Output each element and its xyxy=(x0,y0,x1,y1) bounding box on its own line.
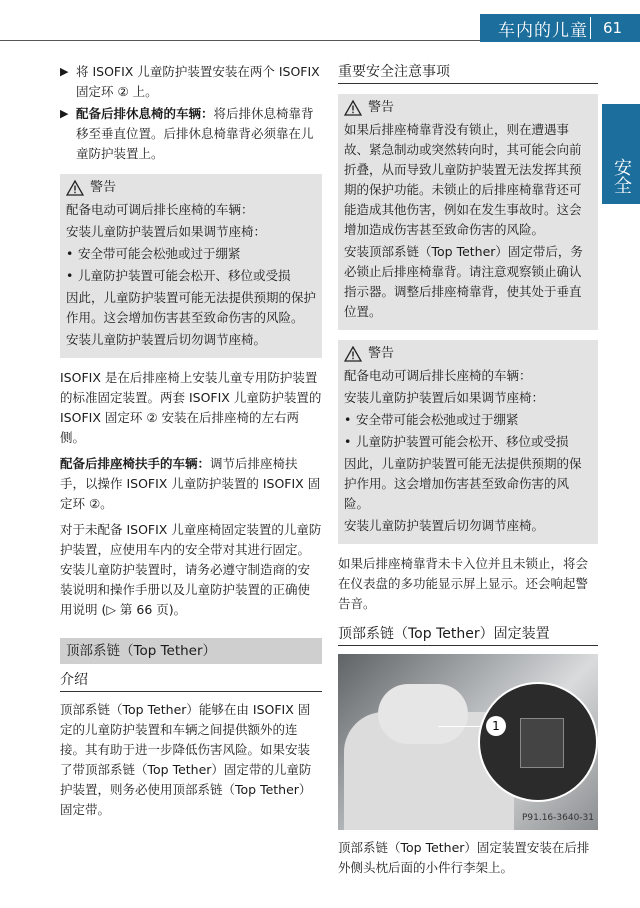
paragraph: ISOFIX 是在后排座椅上安装儿童专用防护装置的标准固定装置。两套 ISOFIX 儿童防护装置的 ISOFIX 固定环 ② 安装在后排座椅的左右两侧。 xyxy=(60,370,322,445)
warning-header xyxy=(66,178,316,198)
warning-text: 安装儿童防护装置后如果调节座椅： xyxy=(344,390,545,405)
warning-text: 安装儿童防护装置后切勿调节座椅。 xyxy=(344,518,545,533)
detail-magnifier xyxy=(478,682,598,802)
top-tether-photo xyxy=(338,654,598,830)
section-heading: 重要安全注意事项 xyxy=(338,62,598,84)
step-1-text: 将 ISOFIX 儿童防护装置安装在两个 ISOFIX 固定环 ② 上。 xyxy=(76,64,320,99)
tether-anchor-detail xyxy=(520,718,564,768)
left-column xyxy=(60,62,322,826)
warning-header xyxy=(344,344,592,364)
arrow-right-icon: ▶ xyxy=(60,107,69,120)
step-2-bold: 配备后排休息椅的车辆： xyxy=(76,106,214,121)
chapter-title: 车内的儿童 xyxy=(498,20,588,41)
warning-box xyxy=(338,340,598,544)
warning-title: 警告 xyxy=(368,100,395,115)
warning-bullet: • 安全带可能会松弛或过于绷紧 xyxy=(66,246,241,261)
warning-header xyxy=(344,98,592,118)
warning-text: 因此，儿童防护装置可能无法提供预期的保护作用。这会增加伤害甚至致命伤害的风险。 xyxy=(344,456,582,511)
photo-code: P91.16-3640-31 xyxy=(521,813,594,823)
warning-text: 因此，儿童防护装置可能无法提供预期的保护作用。这会增加伤害甚至致命伤害的风险。 xyxy=(66,290,317,325)
warning-text: 配备电动可调后排长座椅的车辆： xyxy=(344,368,532,383)
header-rule xyxy=(0,40,500,41)
section-heading: 顶部系链（Top Tether）固定装置 xyxy=(338,624,598,646)
warning-triangle-icon xyxy=(344,346,362,362)
warning-bullet: • 儿童防护装置可能会松开、移位或受损 xyxy=(66,268,291,283)
warning-box xyxy=(338,94,598,330)
header-box xyxy=(480,14,640,42)
section-bar: 顶部系链（Top Tether） xyxy=(60,638,322,664)
warning-triangle-icon xyxy=(344,100,362,116)
paragraph: 对于未配备 ISOFIX 儿童座椅固定装置的儿童防护装置，应使用车内的安全带对其进行固定。安装儿童防护装置时，请务必遵守制造商的安装说明和操作手册以及儿童防护装置的正确使用说明 (▷ 第 66 页)。 xyxy=(60,522,322,617)
warning-title: 警告 xyxy=(90,180,117,195)
warning-box xyxy=(60,174,322,358)
warning-text: 安装儿童防护装置后切勿调节座椅。 xyxy=(66,332,267,347)
warning-text: 安装儿童防护装置后如果调节座椅： xyxy=(66,224,267,239)
warning-bullet: • 安全带可能会松弛或过于绷紧 xyxy=(344,412,519,427)
right-column xyxy=(338,62,598,884)
warning-bullet: • 儿童防护装置可能会松开、移位或受损 xyxy=(344,434,569,449)
subheading: 介绍 xyxy=(60,670,322,692)
side-tab-label: 安全 xyxy=(611,158,632,194)
arrow-right-icon: ▶ xyxy=(60,65,69,78)
warning-text: 如果后排座椅靠背没有锁止，则在遭遇事故、紧急制动或突然转向时，其可能会向前折叠，从而导致儿童防护装置无法发挥其预期的保护功能。未锁止的后排座椅靠背还可能造成其他伤害，例如在发生事故时。这会增加造成伤害甚至致命伤害的风险。 xyxy=(344,122,582,237)
callout-number: 1 xyxy=(486,716,506,736)
page-header xyxy=(0,14,640,42)
warning-text: 配备电动可调后排长座椅的车辆： xyxy=(66,202,254,217)
photo-caption: 顶部系链（Top Tether）固定装置安装在后排外侧头枕后面的小件行李架上。 xyxy=(338,840,590,875)
step-1 xyxy=(60,62,322,102)
headrest-shape xyxy=(378,684,468,744)
paragraph: 顶部系链（Top Tether）能够在由 ISOFIX 固定的儿童防护装置和车辆之间提供额外的连接。其有助于进一步降低伤害风险。如果安装了带顶部系链（Top Tether）固定带的儿童防护装置，则务必使用顶部系链（Top Tether）固定带。 xyxy=(60,702,312,817)
page-number: 61 xyxy=(603,19,623,37)
warning-title: 警告 xyxy=(368,346,395,361)
warning-triangle-icon xyxy=(66,180,84,196)
paragraph: 配备后排座椅扶手的车辆：调节后排座椅扶手，以操作 ISOFIX 儿童防护装置的 ISOFIX 固定环 ②。 xyxy=(60,456,321,511)
step-2-text: 将后排休息椅靠背移至垂直位置。后排休息椅靠背必须靠在儿童防护装置上。 xyxy=(76,106,314,161)
warning-text: 安装顶部系链（Top Tether）固定带后，务必锁止后排座椅靠背。请注意观察锁止确认指示器。调整后排座椅靠背，使其处于垂直位置。 xyxy=(344,244,583,319)
step-2 xyxy=(60,104,322,164)
paragraph: 如果后排座椅靠背未卡入位并且未锁止，将会在仪表盘的多功能显示屏上显示。还会响起警告音。 xyxy=(338,556,589,611)
side-tab xyxy=(602,104,640,204)
